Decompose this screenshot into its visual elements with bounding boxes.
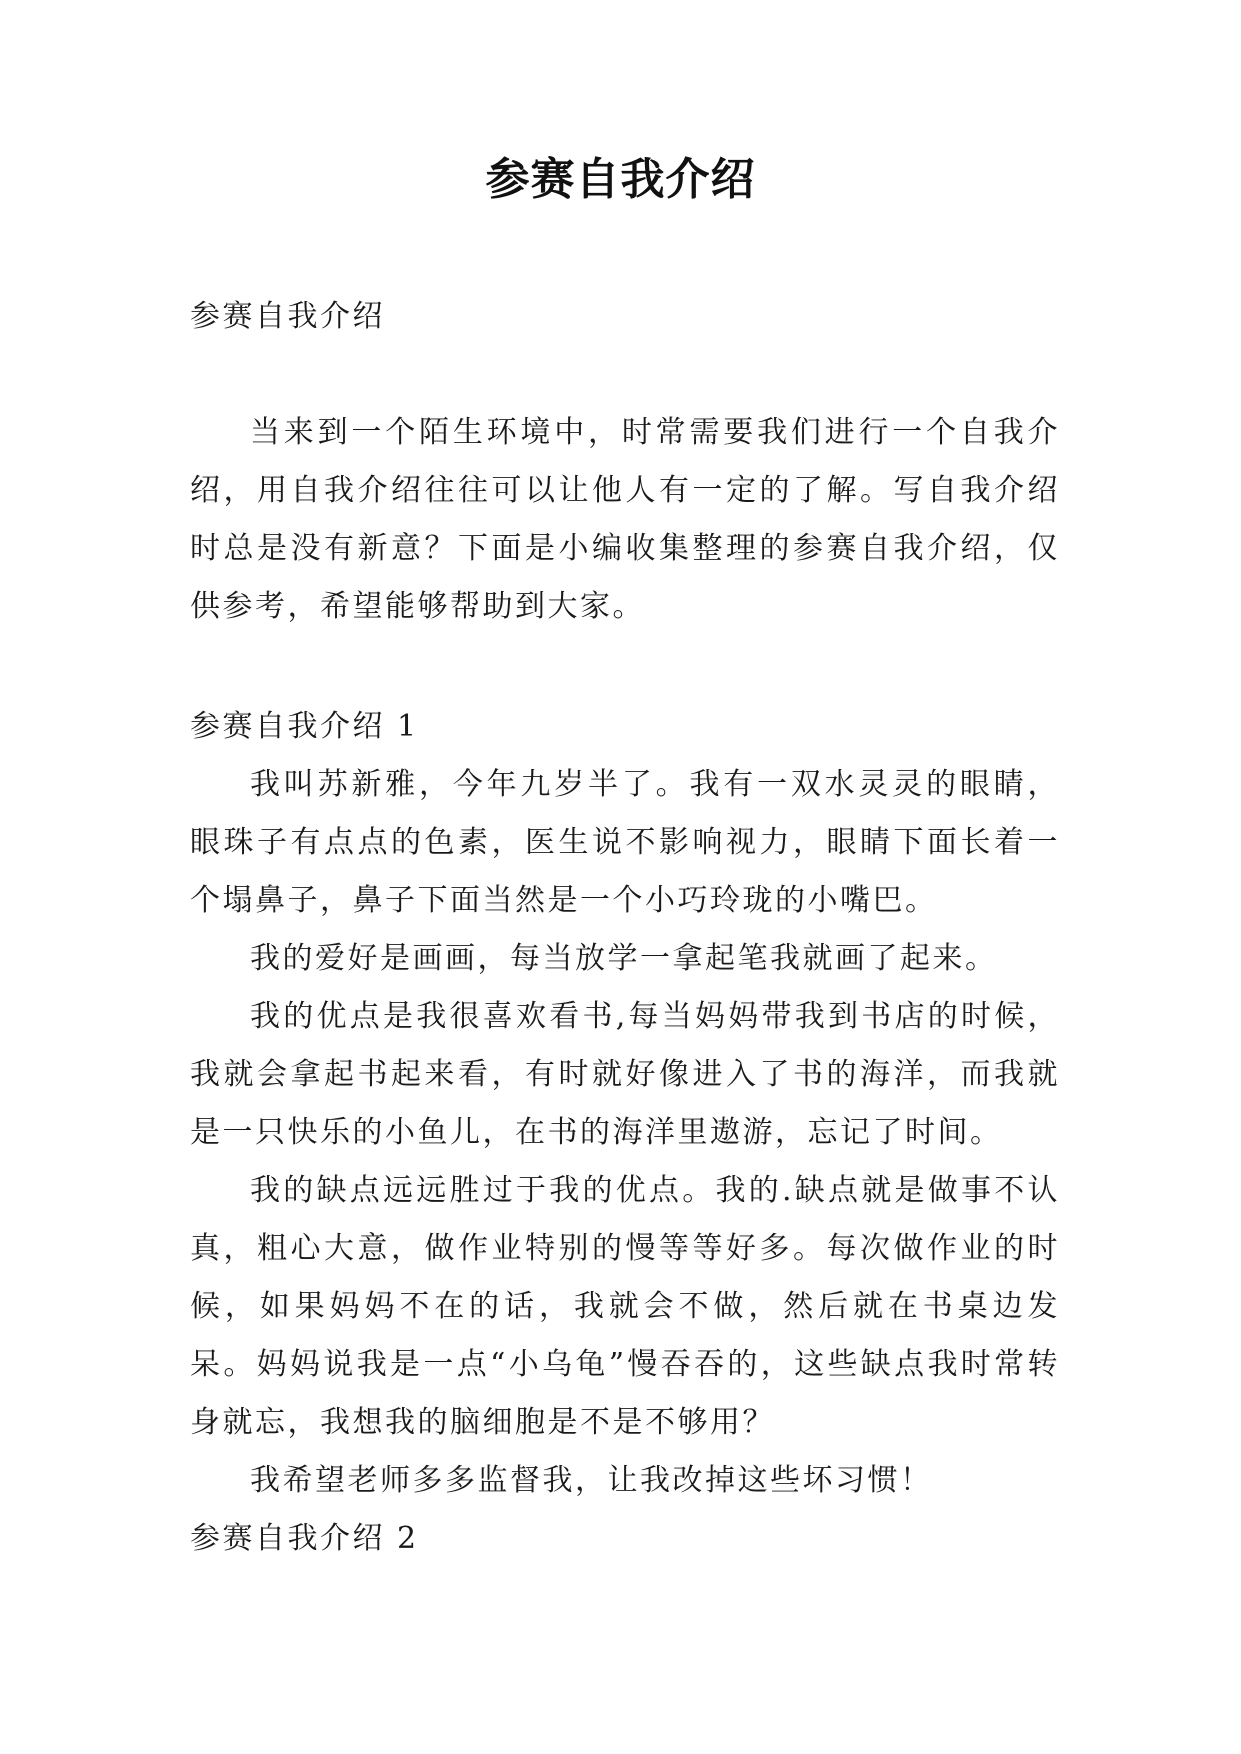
section1-paragraph-strengths: 我的优点是我很喜欢看书,每当妈妈带我到书店的时候，我就会拿起书起来看，有时就好像进入了书的海洋，而我就是一只快乐的小鱼儿，在书的海洋里遨游，忘记了时间。 [190, 999, 1060, 1150]
section-heading-2: 参赛自我介绍 2 [190, 1521, 419, 1556]
section1-paragraph-hope: 我希望老师多多监督我，让我改掉这些坏习惯！ [250, 1463, 933, 1498]
intro-paragraph: 当来到一个陌生环境中，时常需要我们进行一个自我介绍，用自我介绍往往可以让他人有一定的了解。写自我介绍时总是没有新意？下面是小编收集整理的参赛自我介绍，仅供参考，希望能够帮助到大家。 [190, 415, 1060, 624]
section1-paragraph-hobby: 我的爱好是画画，每当放学一拿起笔我就画了起来。 [250, 941, 998, 976]
section1-paragraph-weaknesses: 我的缺点远远胜过于我的优点。我的.缺点就是做事不认真，粗心大意，做作业特别的慢等等好多。每次做作业的时候，如果妈妈不在的话，我就会不做，然后就在书桌边发呆。妈妈说我是一点“小乌龟”慢吞吞的，这些缺点我时常转身就忘，我想我的脑细胞是不是不够用？ [190, 1173, 1060, 1440]
document-title: 参赛自我介绍 [485, 154, 756, 205]
section-heading-1: 参赛自我介绍 1 [190, 709, 419, 744]
spacer [190, 346, 1060, 404]
document-body [190, 288, 1060, 1568]
document-subtitle: 参赛自我介绍 [190, 299, 385, 334]
section1-paragraph-description: 我叫苏新雅，今年九岁半了。我有一双水灵灵的眼睛，眼珠子有点点的色素，医生说不影响视力，眼睛下面长着一个塌鼻子，鼻子下面当然是一个小巧玲珑的小嘴巴。 [190, 767, 1060, 918]
spacer [190, 636, 1060, 698]
